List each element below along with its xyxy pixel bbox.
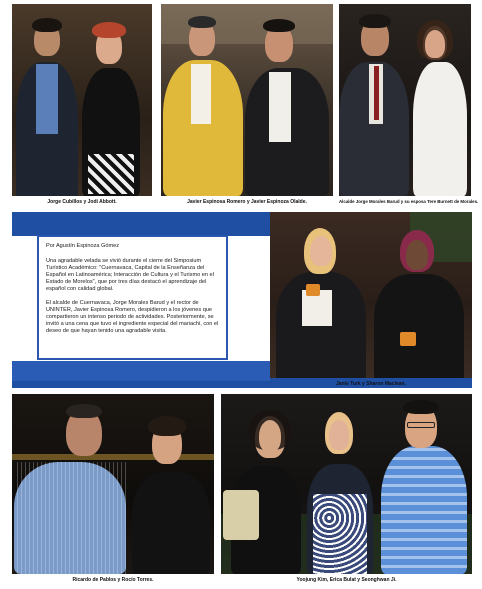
blue-band-left-bottom <box>12 361 270 381</box>
photo-janis-turk-sharon-maclean <box>270 212 472 378</box>
article-text-box <box>37 235 228 360</box>
caption-photo-2: Javier Espinosa Romero y Javier Espinoza Olalde. <box>187 199 307 205</box>
photo-javier-espinosa-romero-olalde <box>161 4 333 196</box>
article-paragraph-1: Una agradable velada se vivió durante el cierre del Simposium Turístico Académico: "Cuernavaca, Capital de la Enseñanza del Español en Latinoamérica; Interacción de Cultura y el Turismo en el Estado de Morelos", que por tres días destacó el aprendizaje del español con calidad global. <box>46 258 214 293</box>
caption-photo-3: Alcalde Jorge Morales Barud y su esposa Tere Burnett de Morales. <box>339 199 479 204</box>
photo-jorge-cubillos-jodi-abbott <box>12 4 152 196</box>
caption-photo-6: Yoojung Kim, Erica Bulat y Seonghwan Ji. <box>296 577 397 583</box>
photo-yoojung-kim-erica-bulat-seonghwan-ji <box>221 394 472 574</box>
caption-photo-1: Jorge Cubillos y Jodi Abbott. <box>47 199 117 205</box>
photo-jorge-morales-barud-esposa <box>339 4 471 196</box>
article-author: Por Agustín Espinoza Gómez <box>46 243 120 249</box>
caption-photo-5: Ricardo de Pablos y Rocío Torres. <box>72 577 154 583</box>
blue-band-top <box>12 212 270 236</box>
photo-ricardo-de-pablos-rocio-torres <box>12 394 214 574</box>
caption-photo-4: Janis Turk y Sharon Maclean. <box>336 381 406 387</box>
article-paragraph-2: El alcalde de Cuernavaca, Jorge Morales Barud y el rector de UNINTER, Javier Espinosa Romero, despidieron a los jóvenes que compartieron un intenso periodo de actividades. Posteriormente, se invitó a una cena que tuvo el ingrediente especial del mariachi, con el deseo de que hayan tenido una agradable visita. <box>46 299 219 334</box>
